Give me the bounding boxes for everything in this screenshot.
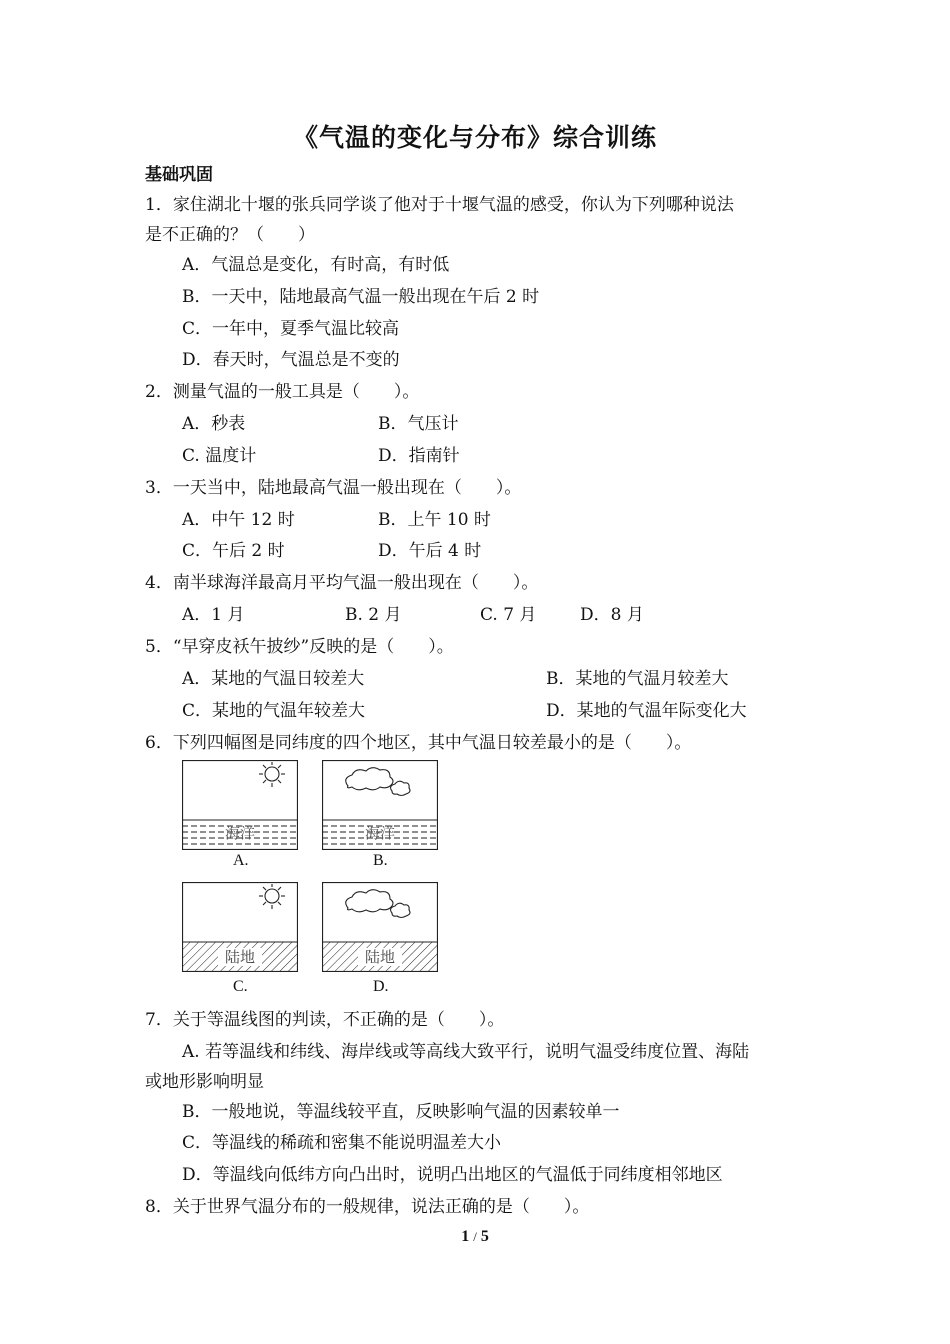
q6-picture-a-ground: 海洋 [224,824,256,842]
q3-option-c: C．午后 2 时 [182,541,285,561]
q7-option-c: C．等温线的稀疏和密集不能说明温差大小 [182,1133,502,1153]
q4-option-b: B. 2 月 [345,605,402,625]
q6-picture-a-label: A. [233,852,249,869]
q6-picture-d [322,882,438,972]
q5-option-a: A．某地的气温日较差大 [182,669,365,689]
q1-option-a: A．气温总是变化，有时高，有时低 [182,255,450,275]
q6-picture-c [182,882,298,972]
q5-option-c: C．某地的气温年较差大 [182,701,366,721]
q7-stem: 7．关于等温线图的判读，不正确的是（ ）。 [145,1010,505,1030]
q7-option-a-line2: 或地形影响明显 [145,1072,264,1092]
q6-picture-c-ground: 陆地 [224,948,256,966]
q2-option-c: C. 温度计 [182,446,257,466]
q8-stem: 8．关于世界气温分布的一般规律，说法正确的是（ ）。 [145,1197,590,1217]
q1-option-d: D．春天时，气温总是不变的 [182,350,400,370]
q6-picture-b [322,760,438,850]
page-separator: / [473,1229,477,1244]
page-total: 5 [480,1228,489,1245]
q6-picture-b-label: B. [373,852,388,869]
q6-picture-c-label: C. [233,978,248,995]
q2-option-d: D．指南针 [378,446,460,466]
q7-option-a-line1: A. 若等温线和纬线、海岸线或等高线大致平行，说明气温受纬度位置、海陆 [182,1042,750,1062]
page-title: 《气温的变化与分布》综合训练 [292,123,657,152]
q1-option-c: C．一年中，夏季气温比较高 [182,319,400,339]
q4-option-d: D．8 月 [580,605,644,625]
q1-stem-line2: 是不正确的？（ ） [145,225,315,245]
q3-stem: 3．一天当中，陆地最高气温一般出现在（ ）。 [145,478,522,498]
q6-picture-a [182,760,298,850]
q3-option-a: A．中午 12 时 [182,510,295,530]
q1-stem-line1: 1．家住湖北十堰的张兵同学谈了他对于十堰气温的感受，你认为下列哪种说法 [145,195,734,215]
page-number [0,1228,950,1246]
q5-stem: 5．“早穿皮袄午披纱”反映的是（ ）。 [145,637,454,657]
q3-option-d: D．午后 4 时 [378,541,482,561]
q6-picture-d-ground: 陆地 [364,948,396,966]
q2-option-a: A．秒表 [182,414,246,434]
q5-option-d: D．某地的气温年际变化大 [546,701,747,721]
q6-picture-b-ground: 海洋 [364,824,396,842]
q4-stem: 4．南半球海洋最高月平均气温一般出现在（ ）。 [145,573,539,593]
q4-option-c: C. 7 月 [480,605,537,625]
q7-option-d: D．等温线向低纬方向凸出时，说明凸出地区的气温低于同纬度相邻地区 [182,1165,723,1185]
q2-stem: 2．测量气温的一般工具是（ ）。 [145,382,420,402]
q7-option-b: B．一般地说，等温线较平直，反映影响气温的因素较单一 [182,1102,620,1122]
page-current: 1 [461,1228,470,1245]
q1-option-b: B．一天中，陆地最高气温一般出现在午后 2 时 [182,287,540,307]
section-heading: 基础巩固 [145,165,213,185]
q4-option-a: A．1 月 [182,605,245,625]
q6-stem: 6．下列四幅图是同纬度的四个地区，其中气温日较差最小的是（ ）。 [145,733,692,753]
q3-option-b: B．上午 10 时 [378,510,491,530]
q6-picture-d-label: D. [373,978,389,995]
q5-option-b: B．某地的气温月较差大 [546,669,729,689]
q2-option-b: B．气压计 [378,414,459,434]
